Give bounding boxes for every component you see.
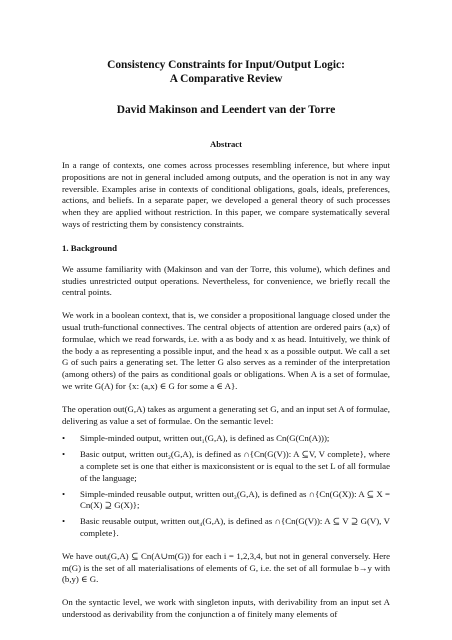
paper-authors: David Makinson and Leendert van der Torre [116,104,336,116]
paragraph-2: We work in a boolean context, that is, we consider a propositional language closed under the usual truth-functional connectives. The central objects of attention are ordered pairs (a,x) of formulae, which we read forwards, i.e. with a as body and x as head. Intuitively, we think of the body a as representing a possible input, and the head x as a possible output. We call a set G of such pairs a generating set. The letter G also serves as a reminder of the interpretation (among others) of the pairs as conditional goals or obligations. When A is a set of formulae, we write G(A) for {x: (a,x) ∈ G for some a ∈ A}. [62,310,390,391]
list-item-text: Basic output, written out₂(G,A), is defined as ∩{Cn(G(V)): A ⊆V, V complete}, where a complete set is one that either is maxiconsistent or is equal to the set L of all formulae of the language; [80,449,390,483]
list-item [62,516,390,540]
list-item [62,489,390,513]
list-item-text: Simple-minded output, written out₁(G,A), is defined as Cn(G(Cn(A))); [80,433,330,444]
title-line-2: A Comparative Review [169,73,283,85]
abstract-text: In a range of contexts, one comes across processes resembling inference, but where input propositions are not in general included among outputs, and the operation is not in any way reversible. Examples arise in contexts of conditional obligations, goals, ideals, preferences, actions, and beliefs. In a separate paper, we developed a general theory of such processes when they are applied without restriction. In this paper, we compare systematically several ways of restricting them by consistency constraints. [62,160,390,229]
list-item-text: Basic reusable output, written out₄(G,A), is defined as ∩{Cn(G(V)): A ⊆ V ⊇ G(V), V complete}. [80,516,390,538]
title-line-1: Consistency Constraints for Input/Output Logic: [107,59,345,71]
bullet-icon: • [62,433,66,444]
paragraph-3: The operation out(G,A) takes as argument a generating set G, and an input set A of formulae, delivering as value a set of formulae. On the semantic level: [62,403,390,426]
list-item [62,433,390,445]
section-heading-background: 1. Background [62,242,118,253]
list-item [62,449,390,484]
bullet-icon: • [62,516,66,527]
output-definitions-list [62,433,390,539]
bullet-icon: • [62,488,66,499]
paragraph-5: On the syntactic level, we work with singleton inputs, with derivability from an input set A understood as derivability from the conjunction a of finitely many elements of [62,597,390,619]
abstract-heading: Abstract [210,139,242,149]
paragraph-1: We assume familiarity with (Makinson and van der Torre, this volume), which defines and studies unrestricted output operations. Nevertheless, for convenience, we briefly recall the central points. [62,263,390,298]
bullet-icon: • [62,449,66,460]
paragraph-4: We have outᵢ(G,A) ⊆ Cn(A∪m(G)) for each i = 1,2,3,4, but not in general conversely. Here m(G) is the set of all materialisations of elements of G, i.e. the set of all formulae b→y with (b,y) ∈ G. [62,550,390,585]
paper-title [62,58,390,86]
list-item-text: Simple-minded reusable output, written out₃(G,A), is defined as ∩{Cn(G(X)): A ⊆ X = Cn(X) ⊇ G(X)}; [80,488,390,511]
